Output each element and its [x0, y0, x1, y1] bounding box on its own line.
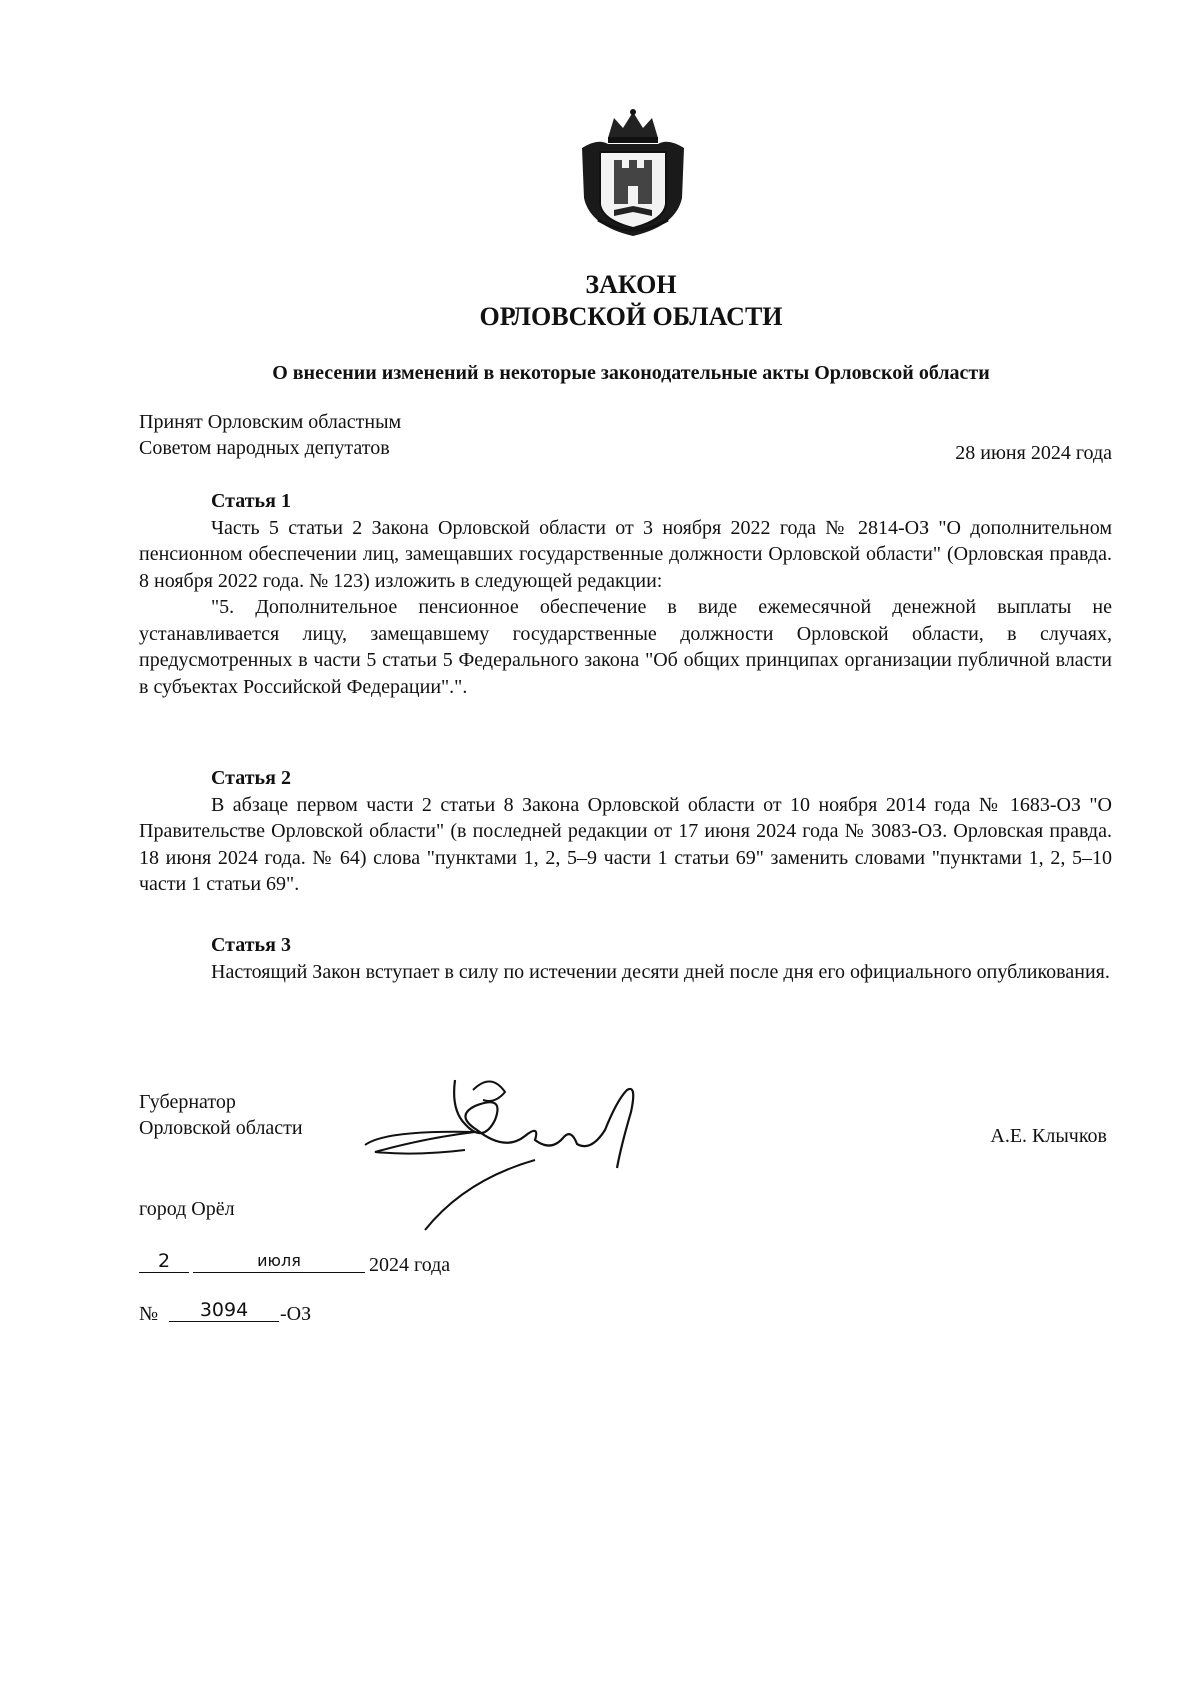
article-1	[139, 488, 1112, 700]
adoption-date: 28 июня 2024 года	[955, 442, 1112, 464]
article-paragraph: "5. Дополнительное пенсионное обеспечение в виде ежемесячной денежной выплаты не устанавливается лицу, замещавшему государственные должности Орловской области, в случаях, предусмотренных в части 5 статьи 5 Федерального закона "Об общих принципах организации публичной власти в субъектах Российской Федерации".".	[139, 596, 1112, 698]
document-subtitle: О внесении изменений в некоторые законодательные акты Орловской области	[272, 362, 990, 384]
signing-year: 2024 года	[369, 1254, 451, 1276]
document-title-line1: ЗАКОН	[585, 270, 677, 299]
article-3	[139, 932, 1112, 985]
coat-of-arms-icon	[578, 108, 688, 240]
law-number-suffix: -ОЗ	[280, 1303, 312, 1325]
signing-date	[139, 1250, 539, 1280]
adoption-block	[139, 409, 401, 461]
document-title-line2: ОРЛОВСКОЙ ОБЛАСТИ	[479, 302, 783, 331]
law-number	[139, 1299, 439, 1329]
article-heading: Статья 2	[211, 767, 291, 789]
signatory-name: А.Е. Клычков	[990, 1125, 1107, 1147]
number-sign: №	[139, 1303, 159, 1325]
article-heading: Статья 1	[211, 490, 291, 512]
article-paragraph: Настоящий Закон вступает в силу по истечении десяти дней после дня его официального опубликования.	[211, 960, 1110, 983]
adoption-line1: Принят Орловским областным	[139, 411, 402, 433]
article-2	[139, 765, 1112, 898]
law-number-value: 3094	[169, 1299, 279, 1322]
signing-month: июля	[193, 1250, 365, 1273]
signatory-position	[139, 1089, 303, 1141]
article-heading: Статья 3	[211, 934, 291, 956]
handwritten-signature	[355, 1060, 655, 1235]
city: город Орёл	[139, 1198, 235, 1220]
article-paragraph: В абзаце первом части 2 статьи 8 Закона Орловской области от 10 ноября 2014 года № 1683-ОЗ "О Правительстве Орловской области" (в последней редакции от 17 июня 2024 года № 3083-ОЗ. Орловская правда. 18 июня 2024 года. № 64) слова "пунктами 1, 2, 5–9 части 1 статьи 69" заменить словами "пунктами 1, 2, 5–10 части 1 статьи 69".	[139, 793, 1112, 895]
article-paragraph: Часть 5 статьи 2 Закона Орловской области от 3 ноября 2022 года № 2814-ОЗ "О дополнительном пенсионном обеспечении лиц, замещавших государственные должности Орловской области" (Орловская правда. 8 ноября 2022 года. № 123) изложить в следующей редакции:	[139, 516, 1112, 592]
signatory-position-line2: Орловской области	[139, 1117, 303, 1139]
adoption-line2: Советом народных депутатов	[139, 437, 390, 459]
signing-day: 2	[139, 1250, 189, 1273]
signatory-position-line1: Губернатор	[139, 1091, 236, 1113]
